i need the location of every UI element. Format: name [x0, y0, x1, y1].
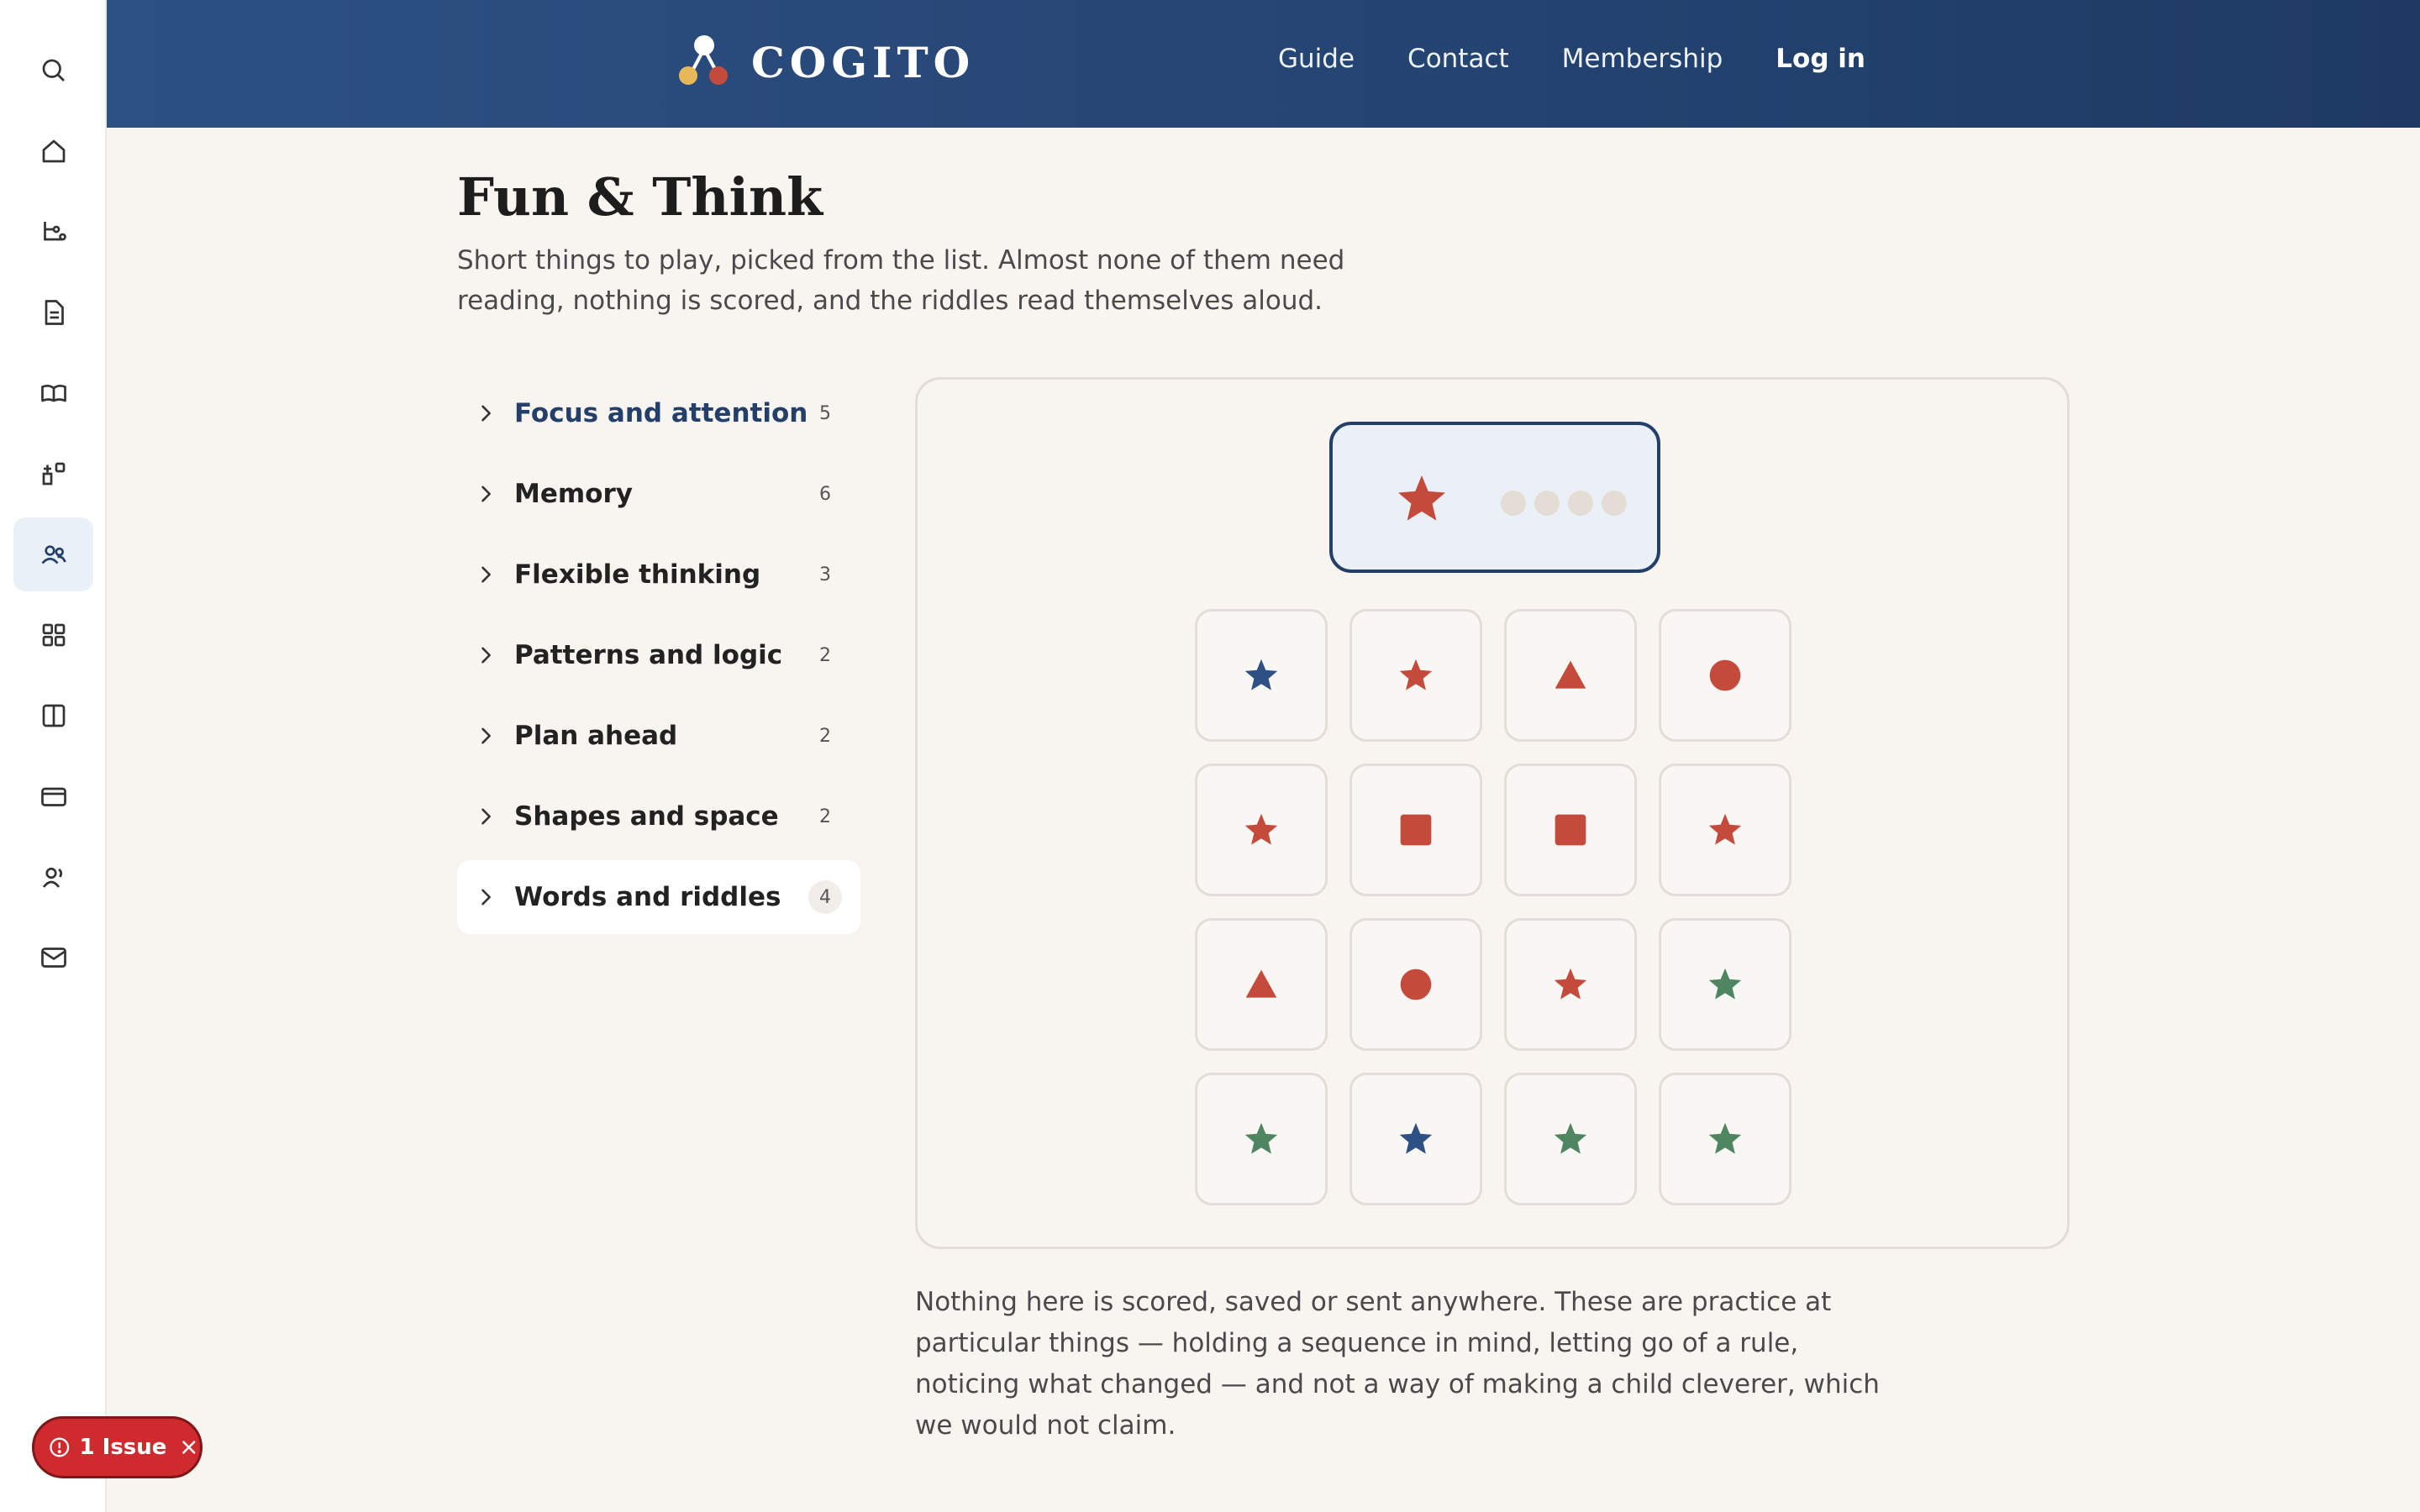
brand-name: COGITO [751, 37, 976, 87]
circle-icon [1397, 966, 1434, 1003]
columns-icon [39, 701, 69, 731]
tree-icon [39, 217, 69, 247]
nav-guide[interactable]: Guide [1278, 44, 1355, 74]
cogito-logo-icon [674, 34, 734, 91]
shapes-icon [39, 459, 69, 489]
top-header [107, 0, 2420, 128]
square-icon [1552, 811, 1589, 848]
star-icon [1552, 1121, 1589, 1158]
rail-home[interactable] [13, 114, 93, 188]
triangle-icon [1243, 966, 1280, 1003]
close-icon[interactable] [178, 1436, 200, 1458]
grid-cell[interactable] [1349, 918, 1482, 1051]
category-label: Patterns and logic [514, 640, 783, 670]
category-focus-and-attention[interactable] [457, 376, 860, 450]
star-icon [1707, 811, 1744, 848]
rail-grid[interactable] [13, 598, 93, 672]
page-intro: Short things to play, picked from the list. Almost none of them need reading, nothing is scored, and the riddles read themselves aloud. [457, 245, 1345, 316]
rail-people[interactable] [13, 517, 93, 591]
grid-cell[interactable] [1195, 609, 1328, 742]
alert-circle-icon [48, 1436, 71, 1459]
chevron-right-icon [474, 563, 497, 586]
page-title: Fun & Think [457, 166, 823, 228]
category-count: 2 [819, 644, 831, 666]
chevron-right-icon [474, 885, 497, 909]
grid-cell[interactable] [1504, 764, 1637, 896]
rail-mail[interactable] [13, 921, 93, 995]
category-label: Plan ahead [514, 721, 678, 751]
document-icon [39, 297, 69, 328]
rail-user[interactable] [13, 840, 93, 914]
grid-cell[interactable] [1659, 1073, 1791, 1205]
user-icon [39, 862, 69, 892]
target-card [1329, 422, 1660, 573]
sequence-progress [1501, 491, 1635, 516]
chevron-right-icon [474, 482, 497, 506]
star-icon [1397, 657, 1434, 694]
category-count: 2 [819, 806, 831, 827]
chevron-right-icon [474, 402, 497, 425]
star-icon [1707, 1121, 1744, 1158]
grid-cell[interactable] [1504, 918, 1637, 1051]
circle-icon [1707, 657, 1744, 694]
grid-cell[interactable] [1195, 918, 1328, 1051]
target-star-icon [1395, 472, 1449, 526]
star-icon [1552, 966, 1589, 1003]
nav-contact[interactable]: Contact [1407, 44, 1509, 74]
category-memory[interactable] [457, 457, 860, 531]
category-words-and-riddles[interactable] [457, 860, 860, 934]
square-icon [1397, 811, 1434, 848]
grid-cell[interactable] [1349, 609, 1482, 742]
chevron-right-icon [474, 643, 497, 667]
rail-document[interactable] [13, 276, 93, 349]
progress-dot [1501, 491, 1526, 516]
grid-cell[interactable] [1349, 1073, 1482, 1205]
category-count: 5 [819, 402, 831, 424]
rail-search[interactable] [13, 34, 93, 108]
brand-logo[interactable] [674, 34, 975, 91]
grid-cell[interactable] [1349, 764, 1482, 896]
nav-membership[interactable]: Membership [1561, 44, 1723, 74]
issue-label: 1 Issue [79, 1435, 167, 1460]
progress-dot [1568, 491, 1593, 516]
progress-dot [1534, 491, 1560, 516]
category-label: Memory [514, 479, 633, 509]
star-icon [1243, 657, 1280, 694]
rail-tree[interactable] [13, 195, 93, 269]
chevron-right-icon [474, 724, 497, 748]
grid-cell[interactable] [1659, 918, 1791, 1051]
mail-icon [39, 942, 69, 973]
rail-shapes[interactable] [13, 437, 93, 511]
grid-cell[interactable] [1659, 764, 1791, 896]
chevron-right-icon [474, 805, 497, 828]
grid-cell[interactable] [1195, 1073, 1328, 1205]
open-book-icon [39, 378, 69, 408]
card-icon [39, 781, 69, 811]
category-count: 2 [819, 725, 831, 747]
rail-card[interactable] [13, 759, 93, 833]
category-count: 6 [819, 483, 831, 505]
grid-cell[interactable] [1504, 609, 1637, 742]
category-flexible-thinking[interactable] [457, 538, 860, 612]
category-patterns-and-logic[interactable] [457, 618, 860, 692]
grid-cell[interactable] [1504, 1073, 1637, 1205]
rail-columns[interactable] [13, 679, 93, 753]
main-nav [1278, 44, 1918, 74]
issue-badge[interactable] [32, 1416, 203, 1478]
category-shapes-and-space[interactable] [457, 780, 860, 853]
category-label: Words and riddles [514, 882, 781, 912]
nav-login[interactable]: Log in [1776, 44, 1865, 74]
category-count: 4 [808, 880, 842, 914]
category-label: Focus and attention [514, 398, 808, 428]
progress-dot [1602, 491, 1627, 516]
home-icon [39, 136, 69, 166]
search-icon [39, 55, 69, 86]
category-label: Flexible thinking [514, 559, 761, 590]
game-panel [915, 377, 2070, 1249]
rail-book[interactable] [13, 356, 93, 430]
grid-icon [39, 620, 69, 650]
category-label: Shapes and space [514, 801, 779, 832]
star-icon [1397, 1121, 1434, 1158]
star-icon [1243, 811, 1280, 848]
side-rail [0, 0, 107, 1512]
disclaimer-note: Nothing here is scored, saved or sent anywhere. These are practice at particular things — holding a sequence in mind, letting go of a rule, noticing what changed — and not a way of making a child cleverer, which we would not claim. [915, 1287, 1880, 1441]
grid-cell[interactable] [1659, 609, 1791, 742]
category-plan-ahead[interactable] [457, 699, 860, 773]
category-count: 3 [819, 564, 831, 585]
star-icon [1243, 1121, 1280, 1158]
people-icon [39, 539, 69, 570]
triangle-icon [1552, 657, 1589, 694]
star-icon [1707, 966, 1744, 1003]
grid-cell[interactable] [1195, 764, 1328, 896]
